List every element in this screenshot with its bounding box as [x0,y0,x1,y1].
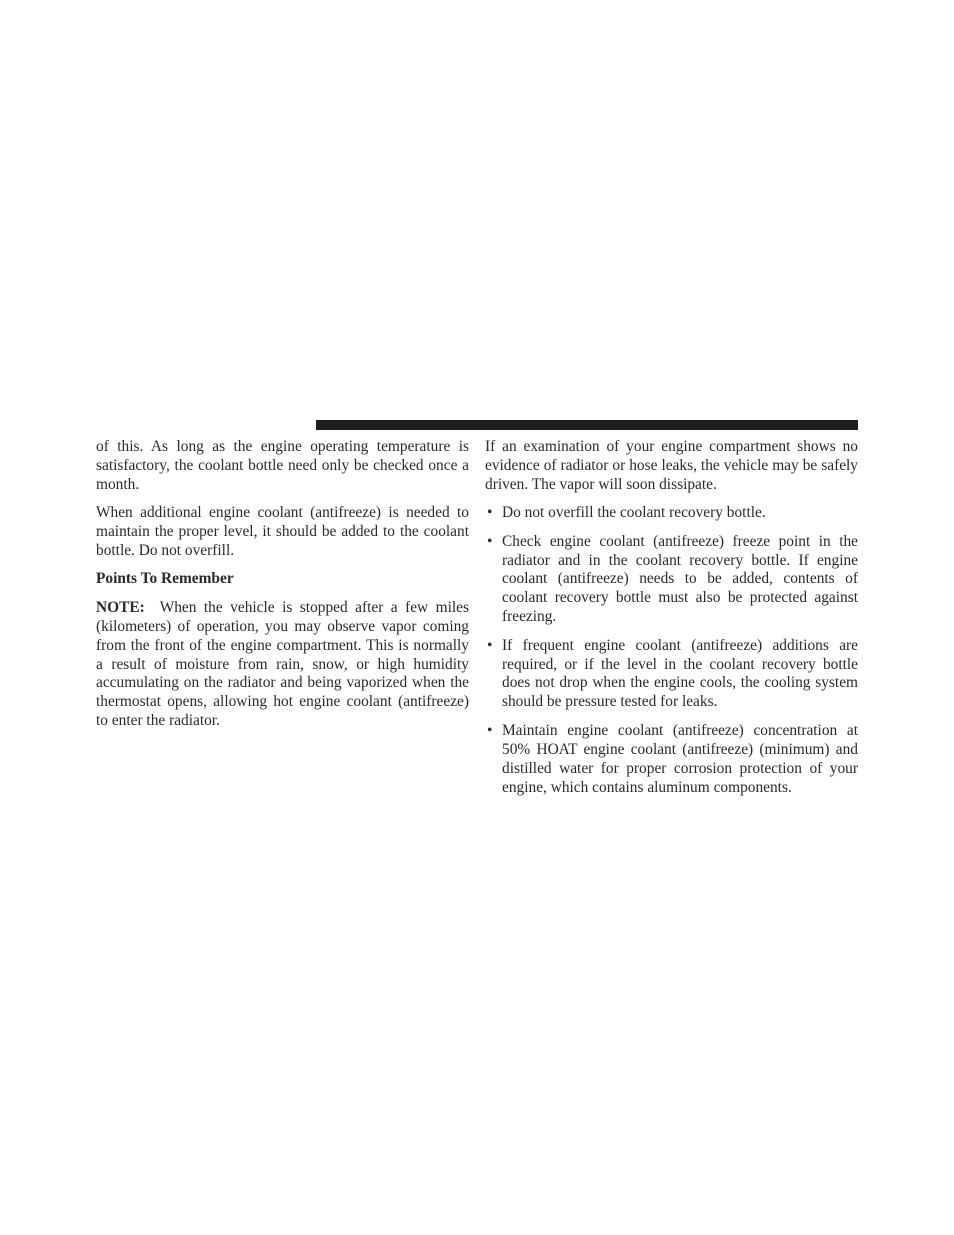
right-paragraph-1: If an examination of your engine compartment shows no evidence of radiator or hose leaks, the vehicle may be safely driven. The vapor will soon dissipate. [485,438,858,493]
left-paragraph-1: of this. As long as the engine operating temperature is satisfactory, the coolant bottle need only be checked once a month. [96,438,469,493]
bullet-icon: • [487,532,493,550]
note-paragraph [96,599,469,731]
list-item [485,722,858,798]
list-item-text: Check engine coolant (antifreeze) freeze point in the radiator and in the coolant recovery bottle. If engine coolant (antifreeze) needs to be added, contents of coolant recovery bottle must also be protected against freezing. [502,532,858,626]
section-header-bar [316,420,858,430]
list-item-text: Maintain engine coolant (antifreeze) concentration at 50% HOAT engine coolant (antifreeze) (minimum) and distilled water for proper corrosion protection of your engine, which contains aluminum components. [502,721,858,796]
right-column [485,438,858,807]
list-item [485,637,858,713]
list-item [485,504,858,523]
note-text: When the vehicle is stopped after a few miles (kilometers) of operation, you may observe vapor coming from the front of the engine compartment. This is normally a result of moisture from rain, snow, or high humidity accumulating on the radiator and being vaporized when the thermostat opens, allowing hot engine coolant (antifreeze) to enter the radiator. [96,598,469,730]
left-paragraph-2: When additional engine coolant (antifreeze) is needed to maintain the proper level, it should be added to the coolant bottle. Do not overfill. [96,504,469,560]
bullet-icon: • [487,721,493,739]
bullet-list [485,504,858,797]
points-to-remember-heading: Points To Remember [96,570,234,588]
list-item-text: Do not overfill the coolant recovery bottle. [502,504,766,522]
left-column [96,438,469,741]
bullet-icon: • [487,504,493,522]
list-item-text: If frequent engine coolant (antifreeze) additions are required, or if the level in the coolant recovery bottle does not drop when the engine cools, the cooling system should be pressure tested for leaks. [502,636,858,711]
list-item [485,533,858,628]
bullet-icon: • [487,636,493,654]
note-label: NOTE: [96,598,145,616]
